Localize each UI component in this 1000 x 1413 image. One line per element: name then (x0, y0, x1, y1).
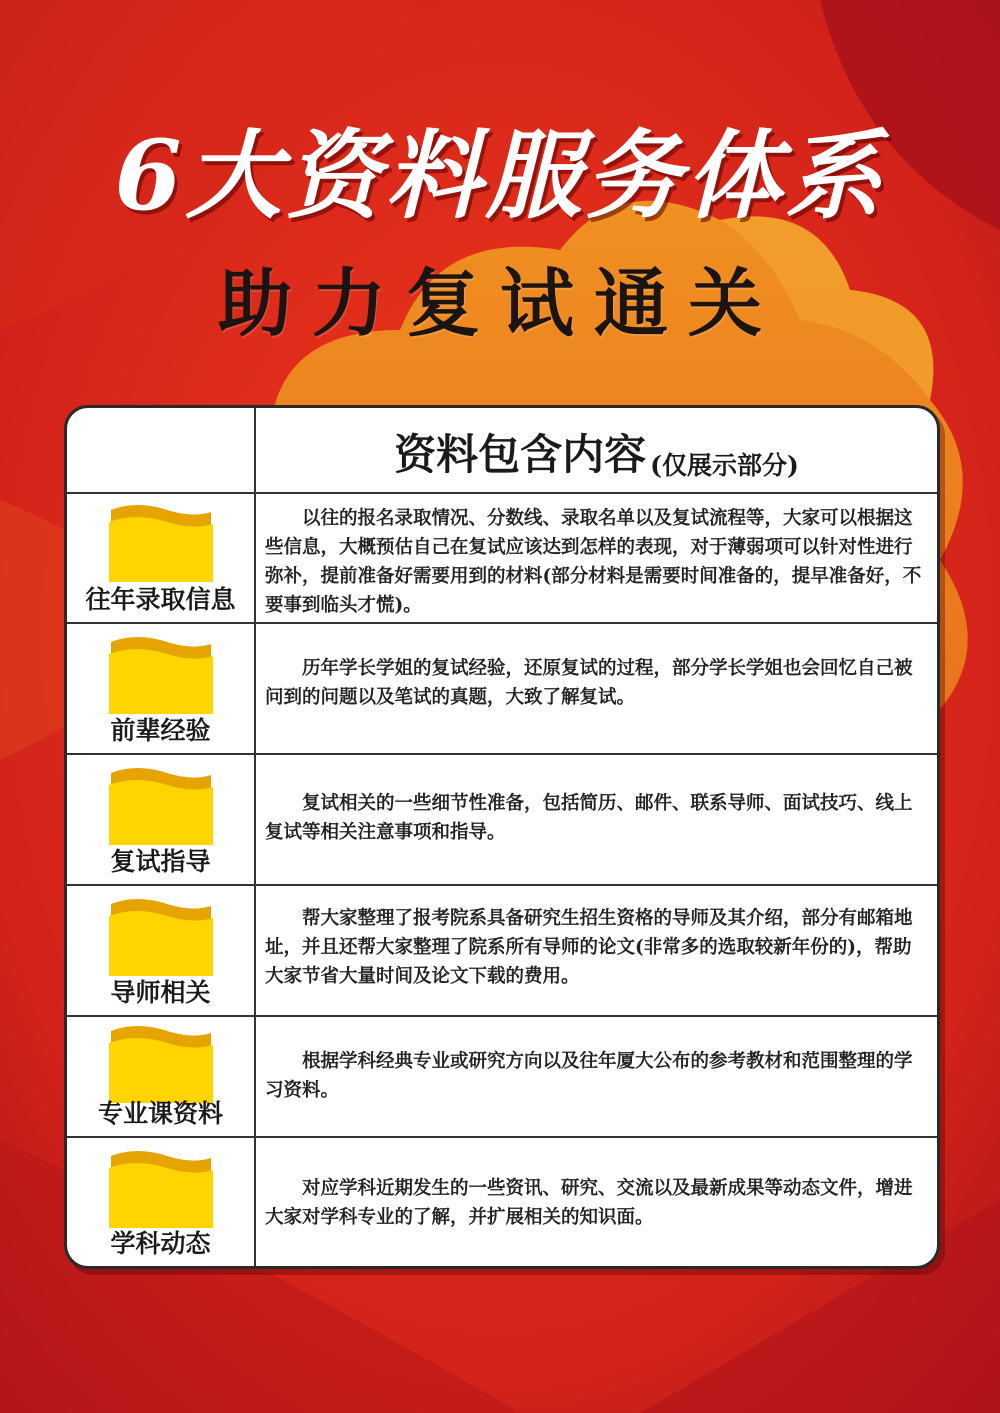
table-header-empty-cell (67, 408, 256, 492)
table-heading-note: (仅展示部分) (650, 451, 799, 480)
table-header (67, 408, 937, 494)
row-description: 帮大家整理了报考院系具备研究生招生资格的导师及其介绍，部分有邮箱地址，并且还帮大家整理了院系所有导师的论文(非常多的选取较新年份的)，帮助大家节省大量时间及论文下载的费用。 (265, 908, 913, 987)
table-row (67, 755, 937, 886)
row-label-cell (67, 624, 256, 753)
row-label: 导师相关 (110, 978, 211, 1007)
folder-icon (107, 1023, 215, 1105)
row-label: 前辈经验 (110, 716, 211, 745)
folder-icon (107, 634, 215, 716)
table-row (67, 624, 937, 755)
folder-icon (107, 502, 215, 584)
row-description: 对应学科近期发生的一些资讯、研究、交流以及最新成果等动态文件，增进大家对学科专业的了解，并扩展相关的知识面。 (265, 1178, 913, 1228)
row-description: 历年学长学姐的复试经验，还原复试的过程，部分学长学姐也会回忆自己被问到的问题以及笔试的真题，大致了解复试。 (265, 658, 913, 708)
row-label-cell (67, 492, 256, 622)
folder-icon (107, 1148, 215, 1230)
row-label: 学科动态 (110, 1229, 211, 1258)
row-description: 根据学科经典专业或研究方向以及往年厦大公布的参考教材和范围整理的学习资料。 (265, 1051, 913, 1101)
table-row (67, 886, 937, 1017)
row-description: 复试相关的一些细节性准备，包括简历、邮件、联系导师、面试技巧、线上复试等相关注意事项和指导。 (265, 793, 913, 843)
row-label-cell (67, 1017, 256, 1136)
table-heading (256, 408, 937, 492)
row-label: 专业课资料 (97, 1099, 223, 1128)
table-heading-main: 资料包含内容 (394, 430, 647, 479)
row-label: 往年录取信息 (85, 585, 236, 614)
row-label-cell (67, 755, 256, 884)
main-title: 6大资料服务体系 (114, 119, 886, 232)
content-table (64, 405, 940, 1269)
table-row (67, 1138, 937, 1266)
row-label: 复试指导 (110, 847, 211, 876)
row-label-cell (67, 1138, 256, 1266)
row-label-cell (67, 886, 256, 1015)
subtitle: 助力复试通关 (218, 261, 782, 347)
table-row (67, 1017, 937, 1138)
table-row (67, 492, 937, 624)
row-description: 以往的报名录取情况、分数线、录取名单以及复试流程等，大家可以根据这些信息，大概预估自己在复试应该达到怎样的表现，对于薄弱项可以针对性进行弥补，提前准备好需要用到的材料(部分材料是需要时间准备的，提早准备好，不要事到临头才慌)。 (265, 508, 922, 616)
folder-icon (107, 765, 215, 847)
folder-icon (107, 896, 215, 978)
